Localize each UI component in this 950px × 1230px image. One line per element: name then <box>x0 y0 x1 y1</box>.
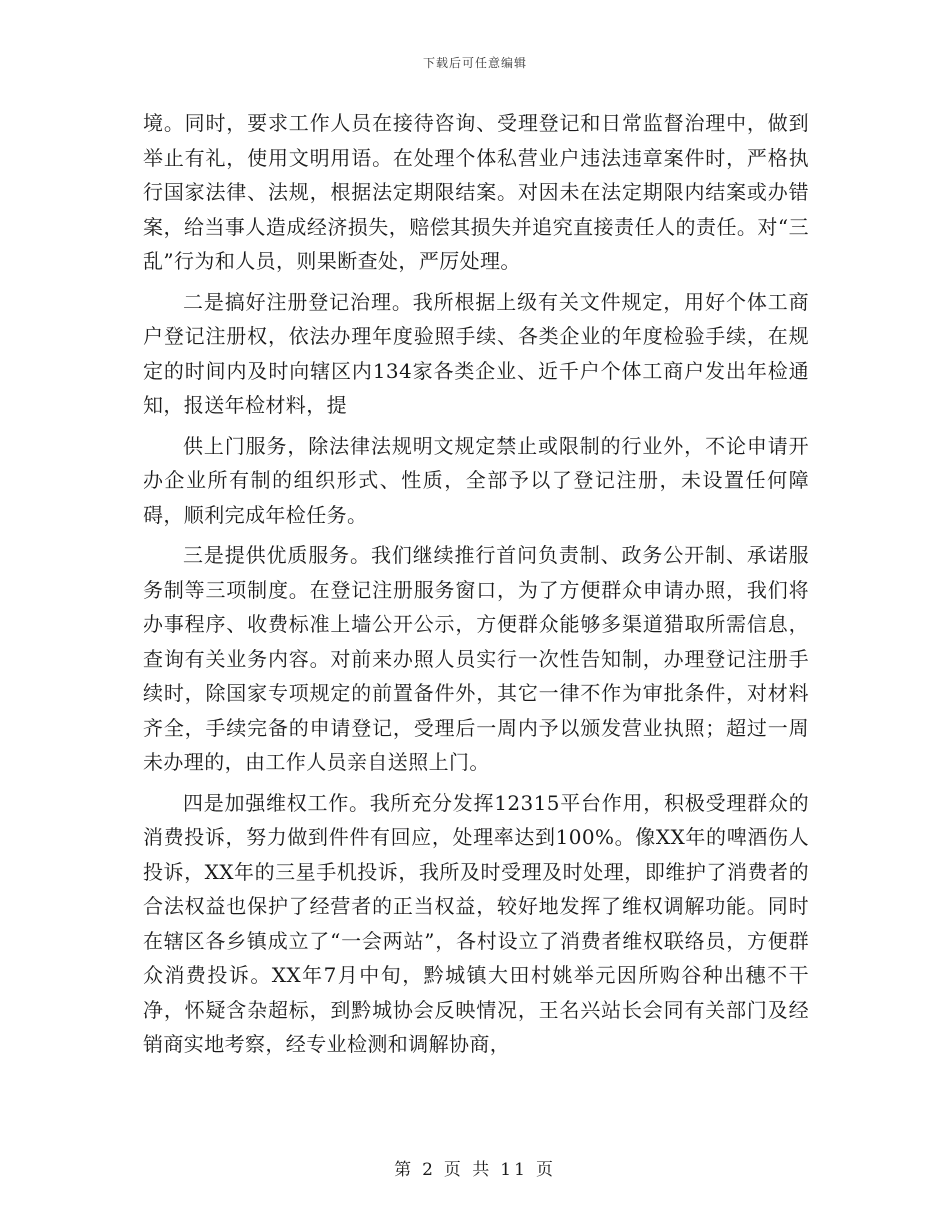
page-footer <box>0 1155 950 1180</box>
paragraph-2: 二是搞好注册登记治理。我所根据上级有关文件规定，用好个体工商户登记注册权，依法办理年度验照手续、各类企业的年度检验手续，在规定的时间内及时向辖区内134家各类企业、近千户个体工商户发出年检通知，报送年检材料，提 <box>143 289 809 417</box>
paragraph-1: 境。同时，要求工作人员在接待咨询、受理登记和日常监督治理中，做到举止有礼，使用文明用语。在处理个体私营业户违法违章案件时，严格执行国家法律、法规，根据法定期限结案。对因未在法定期限内结案或办错案，给当事人造成经济损失，赔偿其损失并追究直接责任人的责任。对“三乱”行为和人员，则果断查处，严厉处理。 <box>143 111 809 273</box>
footer-suffix: 页 <box>535 1160 556 1180</box>
document-body <box>143 106 809 1068</box>
paragraph-5: 四是加强维权工作。我所充分发挥12315平台作用，积极受理群众的消费投诉，努力做到件件有回应，处理率达到100%。像XX年的啤酒伤人投诉，XX年的三星手机投诉，我所及时受理及时处理，即维护了消费者的合法权益也保护了经营者的正当权益，较好地发挥了维权调解功能。同时在辖区各乡镇成立了“一会两站”，各村设立了消费者维权联络员，方便群众消费投诉。XX年7月中旬，黔城镇大田村姚举元因所购谷种出穗不干净，怀疑含杂超标，到黔城协会反映情况，王名兴站长会同有关部门及经销商实地考察，经专业检测和调解协商， <box>143 790 809 1056</box>
footer-prefix: 第 <box>394 1160 415 1180</box>
footer-page-number: 2 <box>422 1160 436 1180</box>
footer-total-pages: 11 <box>500 1160 528 1180</box>
footer-middle: 页 共 <box>443 1160 493 1180</box>
paragraph-3: 供上门服务，除法律法规明文规定禁止或限制的行业外，不论申请开办企业所有制的组织形式、性质，全部予以了登记注册，未设置任何障碍，顺利完成年检任务。 <box>143 433 809 527</box>
page-header: 下载后可任意编辑 <box>422 56 527 70</box>
paragraph-4: 三是提供优质服务。我们继续推行首问负责制、政务公开制、承诺服务制等三项制度。在登记注册服务窗口，为了方便群众申请办照，我们将办事程序、收费标准上墙公开公示，方便群众能够多渠道猎取所需信息，查询有关业务内容。对前来办照人员实行一次性告知制，办理登记注册手续时，除国家专项规定的前置备件外，其它一律不作为审批条件，对材料齐全，手续完备的申请登记，受理后一周内予以颁发营业执照；超过一周未办理的，由工作人员亲自送照上门。 <box>143 543 809 774</box>
